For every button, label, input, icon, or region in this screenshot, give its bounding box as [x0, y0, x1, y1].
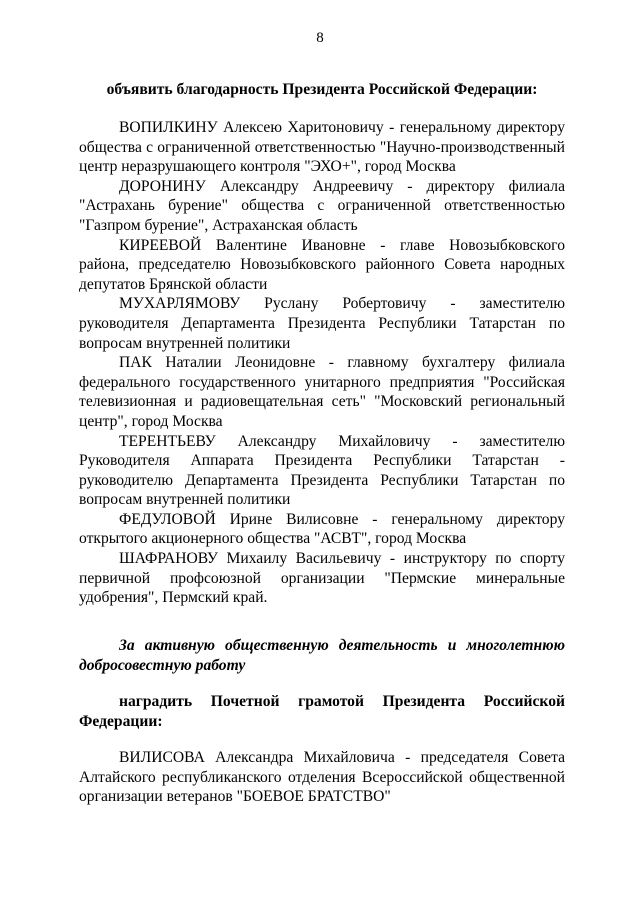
award-entry-terentyev: ТЕРЕНТЬЕВУ Александру Михайловичу - заместителю Руководителя Аппарата Президента Республики Татарстан - руководителю Департамента Президента Республики Татарстан по вопросам внутренней политики: [79, 432, 565, 509]
section1-heading: объявить благодарность Президента Российской Федерации:: [106, 81, 538, 98]
award-entry-fedulova: ФЕДУЛОВОЙ Ирине Вилисовне - генеральному директору открытого акционерного общества "АСВТ", город Москва: [79, 510, 565, 548]
award-entry-vilisov: ВИЛИСОВА Александра Михайловича - председателя Совета Алтайского республиканского отделения Всероссийской общественной организации ветеранов "БОЕВОЕ БРАТСТВО": [79, 749, 565, 806]
award-entry-pak: ПАК Наталии Леонидовне - главному бухгалтеру филиала федерального государственного унитарного предприятия "Российская телевизионная и радиовещательная сеть" "Московский региональный центр", город Москва: [79, 354, 565, 430]
award-entry-kireeva: КИРЕЕВОЙ Валентине Ивановне - главе Новозыбковского района, председателю Новозыбковского районного Совета народных депутатов Брянской области: [79, 236, 565, 293]
section2-list: [79, 748, 565, 807]
section2-preamble: За активную общественную деятельность и многолетнюю добросовестную работу: [79, 637, 565, 674]
award-entry-shafranov: ШАФРАНОВУ Михаилу Васильевичу - инструктору по спорту первичной профсоюзной организации "Пермские минеральные удобрения", Пермский край.: [79, 550, 565, 607]
award-entry-doronin: ДОРОНИНУ Александру Андреевичу - директору филиала "Астрахань бурение" общества с ограниченной ответственностью "Газпром бурение", Астраханская область: [79, 177, 565, 234]
section1-list: [79, 118, 565, 608]
section2-heading: наградить Почетной грамотой Президента Российской Федерации:: [79, 693, 565, 730]
page-number: 8: [316, 30, 324, 46]
award-entry-mukharlyamov: МУХАРЛЯМОВУ Руслану Робертовичу - заместителю руководителя Департамента Президента Республики Татарстан по вопросам внутренней политики: [79, 295, 565, 352]
award-entry-vopilkin: ВОПИЛКИНУ Алексею Харитоновичу - генеральному директору общества с ограниченной ответственностью "Научно-производственный центр неразрушающего контроля "ЭХО+", город Москва: [79, 119, 565, 176]
